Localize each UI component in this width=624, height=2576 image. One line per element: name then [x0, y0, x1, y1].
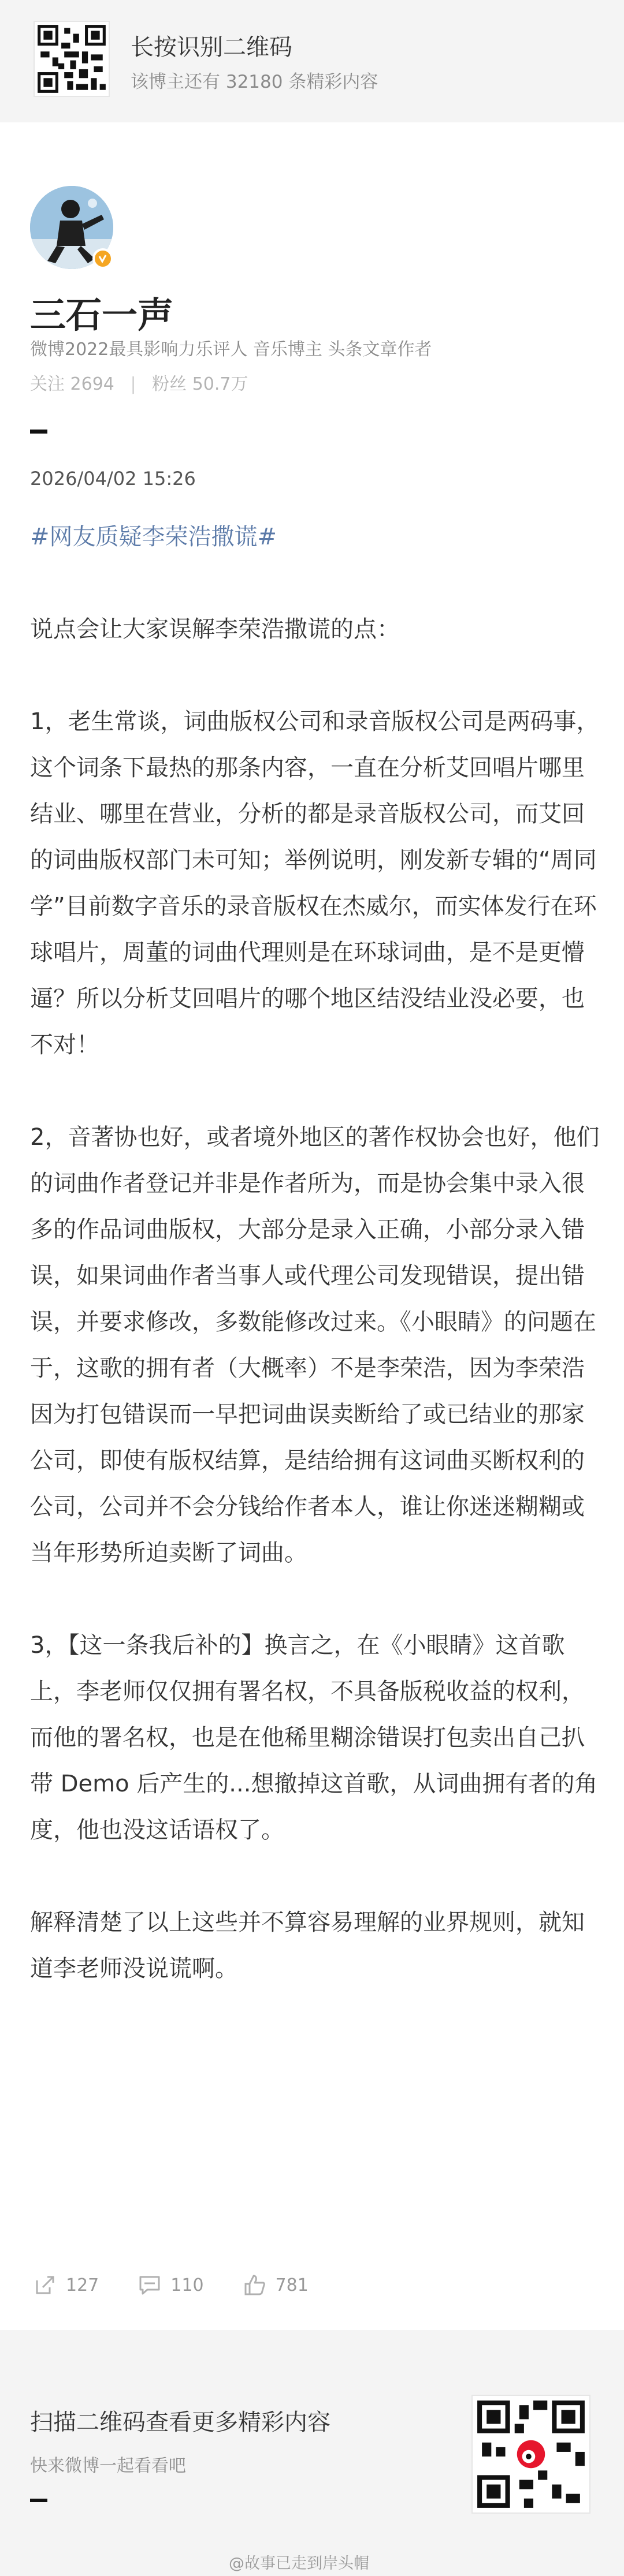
author-description: 微博2022最具影响力乐评人 音乐博主 头条文章作者	[30, 339, 432, 360]
footer-subtitle: 快来微博一起看看吧	[30, 2456, 186, 2476]
banner-title: 长按识别二维码	[131, 34, 292, 61]
fans-label: 粉丝	[152, 374, 187, 394]
post-paragraph: 3，【这一条我后补的】换言之，在《小眼睛》这首歌上，李老师仅仅拥有署名权，不具备版税收益的权利，而他的署名权，也是在他稀里糊涂错误打包卖出自己扒带 Demo 后产生的...想撤掉这首歌，从词曲拥有者的角度，他也没这话语权了。	[30, 1632, 598, 1843]
qr-code-icon[interactable]	[471, 2395, 590, 2514]
post-paragraph: 解释清楚了以上这些并不算容易理解的业界规则，就知道李老师没说谎啊。	[30, 1909, 585, 1982]
footer-qr-section	[0, 2330, 624, 2576]
banner-subtitle: 该博主还有 32180 条精彩内容	[131, 72, 378, 92]
section-divider	[30, 430, 47, 434]
post-paragraph: 说点会让大家误解李荣浩撒谎的点：	[30, 616, 400, 643]
footer-title: 扫描二维码查看更多精彩内容	[30, 2409, 330, 2436]
post-paragraph: 1，老生常谈，词曲版权公司和录音版权公司是两码事，这个词条下最热的那条内容，一直在分析艾回唱片哪里结业、哪里在营业，分析的都是录音版权公司，而艾回的词曲版权部门未可知；举例说明，刚发新专辑的“周同学”目前数字音乐的录音版权在杰威尔，而实体发行在环球唱片，周董的词曲代理则是在环球词曲，是不是更懵逼？所以分析艾回唱片的哪个地区结没结业没必要，也不对！	[30, 708, 600, 1058]
comment-button[interactable]	[138, 2273, 203, 2297]
post-timestamp: 2026/04/02 15:26	[30, 468, 196, 490]
stats-divider: |	[130, 374, 136, 394]
repost-button[interactable]	[34, 2273, 99, 2297]
fans-count: 50.7万	[192, 374, 248, 394]
author-stats	[30, 369, 248, 395]
repost-count: 127	[66, 2275, 99, 2295]
action-bar	[34, 2268, 348, 2302]
like-icon	[243, 2273, 266, 2297]
like-count: 781	[275, 2275, 309, 2295]
post-body	[30, 606, 602, 2038]
footer-divider	[30, 2499, 47, 2502]
follow-label: 关注	[30, 374, 65, 394]
post-paragraph: 2，音著协也好，或者境外地区的著作权协会也好，他们的词曲作者登记并非是作者所为，而是协会集中录入很多的作品词曲版权，大部分是录入正确，小部分录入错误，如果词曲作者当事人或代理公司发现错误，提出错误，并要求修改，多数能修改过来。《小眼睛》的问题在于，这歌的拥有者（大概率）不是李荣浩，因为李荣浩因为打包错误而一早把词曲误卖断给了或已结业的那家公司，即使有版权结算，是结给拥有这词曲买断权利的公司，公司并不会分钱给作者本人，谁让你迷迷糊糊或当年形势所迫卖断了词曲。	[30, 1124, 600, 1566]
comment-icon	[138, 2273, 161, 2297]
comment-count: 110	[170, 2275, 204, 2295]
follow-count: 2694	[70, 374, 114, 394]
author-name[interactable]: 三石一声	[30, 294, 174, 336]
repost-icon	[34, 2273, 57, 2297]
like-button[interactable]	[243, 2273, 309, 2297]
verified-badge-icon	[92, 248, 113, 269]
hashtag-link[interactable]: #网友质疑李荣浩撒谎#	[30, 524, 277, 550]
watermark-text: @故事已走到岸头帽	[229, 2555, 369, 2573]
qr-code-icon[interactable]	[34, 21, 110, 97]
qr-banner	[0, 0, 624, 122]
